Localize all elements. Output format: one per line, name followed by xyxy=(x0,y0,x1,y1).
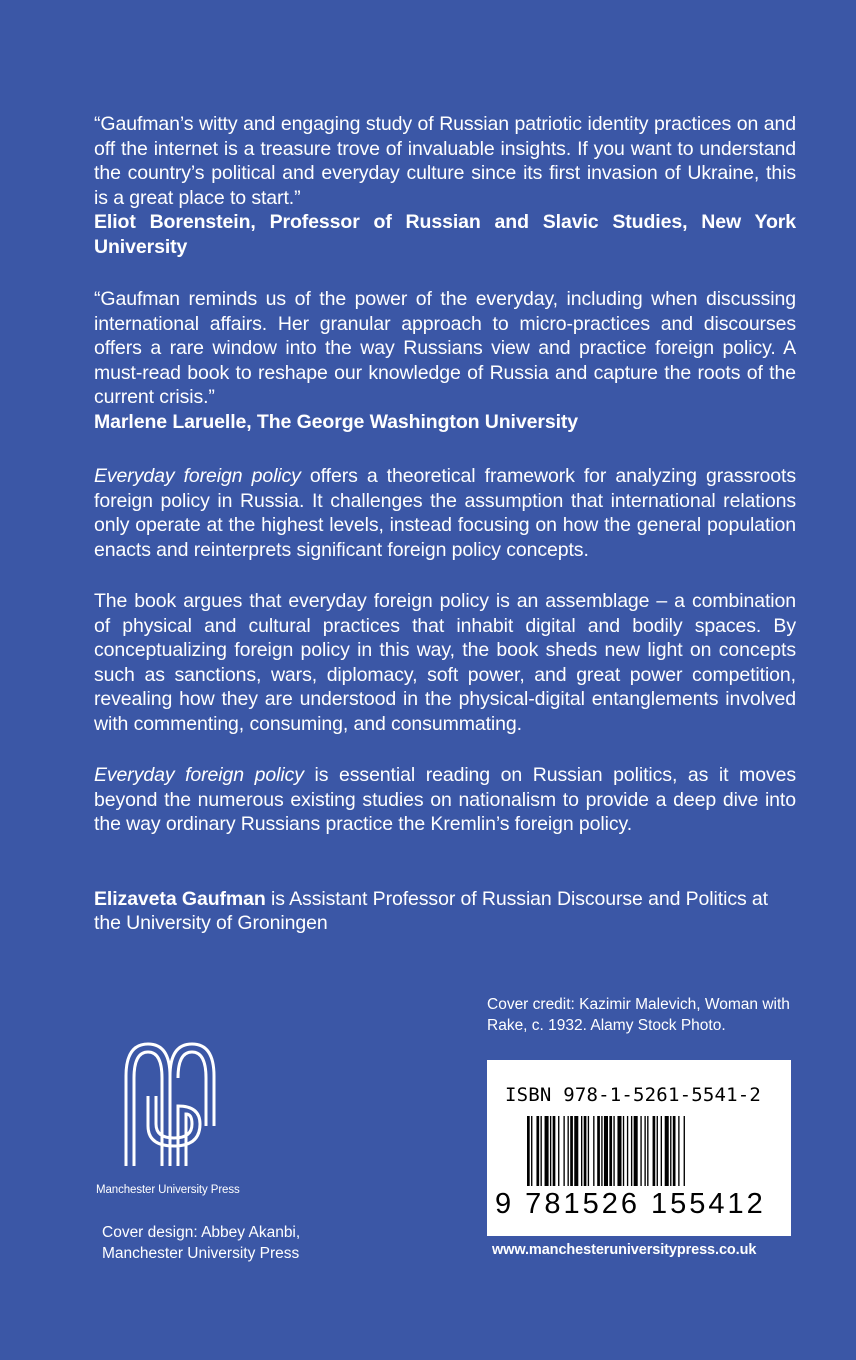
barcode-bar xyxy=(581,1116,582,1186)
description-paragraph-1 xyxy=(94,464,796,562)
barcode-bar xyxy=(644,1116,645,1186)
description-p3-text: is essential reading on Russian politics, as it moves beyond the numerous existing studies on nationalism to provide a deep dive into the way ordinary Russians practice the Kremlin’s foreign policy. xyxy=(94,764,796,835)
barcode-bar xyxy=(678,1116,679,1186)
barcode-bar xyxy=(647,1116,648,1186)
blurb-column xyxy=(94,112,796,936)
barcode-bar xyxy=(593,1116,594,1186)
publisher-logo-caption: Manchester University Press xyxy=(96,1184,240,1196)
isbn-label: ISBN 978-1-5261-5541-2 xyxy=(505,1084,762,1106)
barcode-bar xyxy=(617,1116,621,1186)
description-paragraph-3 xyxy=(94,763,796,837)
barcode-bar xyxy=(545,1116,549,1186)
barcode-bar xyxy=(553,1116,556,1186)
quote-2-text: “Gaufman reminds us of the power of the everyday, including when discussing international affairs. Her granular approach to micro-practices and discourses offers a rare window into the way Russians view and practice foreign policy. A must-read book to reshape our knowledge of Russia and capture the roots of the current crisis.” xyxy=(94,288,796,408)
barcode-bar xyxy=(584,1116,587,1186)
barcode-bar xyxy=(627,1116,628,1186)
barcode-bar xyxy=(568,1116,569,1186)
barcode-bar xyxy=(661,1116,662,1186)
book-title-italic: Everyday foreign policy xyxy=(94,465,301,487)
isbn-barcode-box xyxy=(487,1060,791,1236)
barcode-bar xyxy=(574,1116,578,1186)
author-name: Elizaveta Gaufman xyxy=(94,887,266,910)
description-p1-text: offers a theoretical framework for analyzing grassroots foreign policy in Russia. It challenges the assumption that international relations only operate at the highest levels, instead focusing on how the general population enacts and reinterprets significant foreign policy concepts. xyxy=(94,465,796,561)
book-title-italic: Everyday foreign policy xyxy=(94,764,304,786)
barcode-bar xyxy=(601,1116,602,1186)
barcode-bar xyxy=(550,1116,551,1186)
quote-2-attribution: Marlene Laruelle, The George Washington University xyxy=(94,410,579,433)
barcode-bar xyxy=(597,1116,600,1186)
barcode-bar xyxy=(588,1116,589,1186)
barcode-bar xyxy=(665,1116,669,1186)
barcode-bars xyxy=(527,1116,767,1186)
barcode-bar xyxy=(657,1116,658,1186)
cover-design-line-2: Manchester University Press xyxy=(102,1245,300,1262)
cover-design-line-1: Cover design: Abbey Akanbi, xyxy=(102,1224,301,1241)
barcode-bar xyxy=(673,1116,676,1186)
description-paragraph-2: The book argues that everyday foreign policy is an assemblage – a combination of physical and cultural practices that inhabit digital and bodily spaces. By conceptualizing foreign policy in this way, the book sheds new light on concepts such as sanctions, wars, diplomacy, soft power, and great power competition, revealing how they are understood in the physical-digital entanglements involved with commenting, consuming, and consummating. xyxy=(94,590,796,735)
barcode-bar xyxy=(634,1116,638,1186)
barcode-bar xyxy=(570,1116,573,1186)
author-bio xyxy=(94,887,796,936)
barcode-bar xyxy=(558,1116,559,1186)
mup-logo-icon xyxy=(118,1036,228,1176)
barcode-bar xyxy=(604,1116,608,1186)
barcode-bar xyxy=(527,1116,530,1186)
publisher-website: www.manchesteruniversitypress.co.uk xyxy=(492,1242,757,1258)
cover-credit: Cover credit: Kazimir Malevich, Woman with Rake, c. 1932. Alamy Stock Photo. xyxy=(487,996,790,1034)
barcode-bar xyxy=(640,1116,641,1186)
barcode-digits: 9 781526 155412 xyxy=(495,1188,766,1220)
barcode-bar xyxy=(541,1116,542,1186)
barcode-bar xyxy=(613,1116,614,1186)
barcode-bar xyxy=(536,1116,539,1186)
cover-design-credit xyxy=(102,1222,300,1264)
barcode-bar xyxy=(609,1116,612,1186)
barcode-bar xyxy=(653,1116,656,1186)
barcode-bar xyxy=(531,1116,532,1186)
barcode-bar xyxy=(563,1116,564,1186)
barcode-bar xyxy=(623,1116,624,1186)
barcode-bar xyxy=(631,1116,632,1186)
quote-1-attribution: Eliot Borenstein, Professor of Russian and Slavic Studies, New York University xyxy=(94,211,796,258)
barcode-bar xyxy=(684,1116,685,1186)
quote-1-text: “Gaufman’s witty and engaging study of Russian patriotic identity practices on and off the internet is a treasure trove of invaluable insights. If you want to understand the country’s political and everyday culture since its first invasion of Ukraine, this is a great place to start.” xyxy=(94,113,796,209)
author-bio-text: is Assistant Professor of Russian Discourse and Politics at the University of Groningen xyxy=(94,887,768,934)
barcode-bar xyxy=(670,1116,671,1186)
